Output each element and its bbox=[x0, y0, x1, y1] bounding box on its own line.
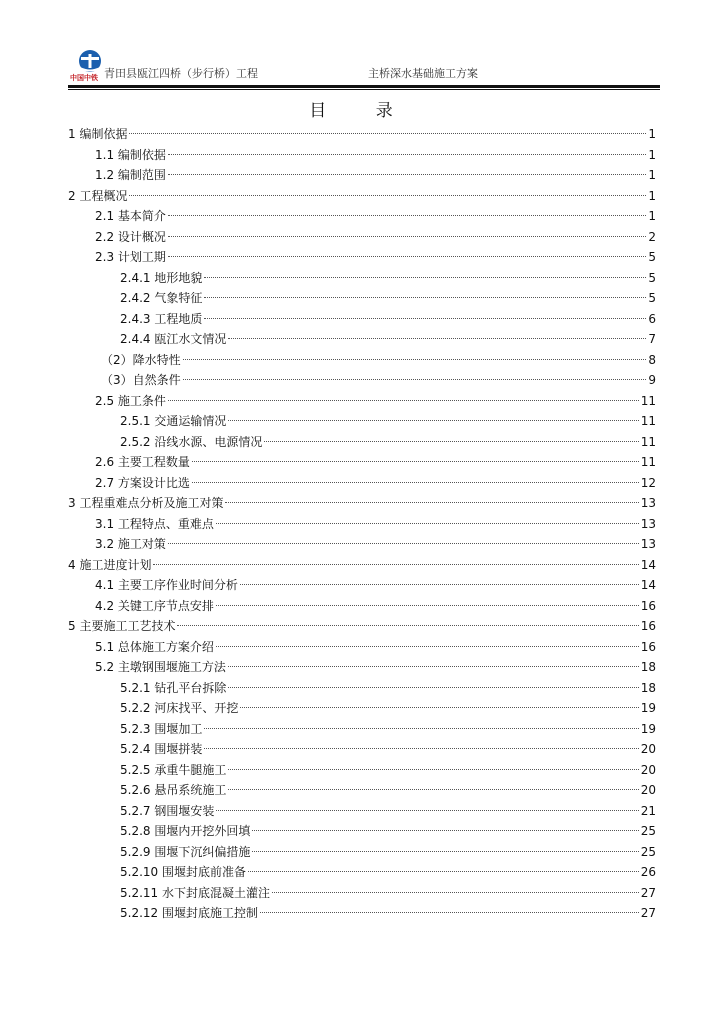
toc-entry-page: 25 bbox=[640, 844, 656, 859]
toc-entry-page: 26 bbox=[640, 865, 656, 879]
toc-entry-label: 3 工程重难点分析及施工对策 bbox=[68, 496, 224, 510]
toc-entry-page: 16 bbox=[640, 619, 656, 633]
toc-entry[interactable] bbox=[68, 575, 656, 596]
toc-entry-label: 2.2 设计概况 bbox=[95, 229, 166, 244]
toc-entry-label: 2.5.1 交通运输情况 bbox=[120, 414, 227, 428]
toc-leader-dots bbox=[183, 379, 647, 380]
toc-entry[interactable] bbox=[68, 227, 656, 248]
toc-entry-label: 1.2 编制范围 bbox=[95, 168, 166, 182]
toc-entry-label: 4 施工进度计划 bbox=[68, 557, 152, 572]
toc-entry[interactable] bbox=[68, 288, 656, 309]
toc-entry-page: 5 bbox=[648, 250, 656, 264]
toc-leader-dots bbox=[216, 810, 638, 811]
document-name: 主桥深水基础施工方案 bbox=[368, 67, 478, 80]
toc-leader-dots bbox=[168, 256, 646, 257]
toc-leader-dots bbox=[228, 338, 646, 339]
toc-entry[interactable] bbox=[68, 411, 656, 432]
toc-entry-page: 27 bbox=[640, 906, 656, 920]
page-header bbox=[68, 48, 660, 88]
toc-entry-page: 13 bbox=[640, 537, 656, 551]
toc-leader-dots bbox=[168, 236, 646, 237]
toc-entry-page: 11 bbox=[640, 393, 656, 408]
toc-entry[interactable] bbox=[68, 842, 656, 863]
project-name: 青田县瓯江四桥（步行桥）工程 bbox=[104, 67, 258, 80]
toc-entry[interactable] bbox=[68, 637, 656, 658]
toc-entry-page: 1 bbox=[648, 147, 656, 162]
toc-entry[interactable] bbox=[68, 165, 656, 186]
toc-entry-page: 11 bbox=[640, 434, 656, 449]
toc-leader-dots bbox=[204, 728, 638, 729]
toc-leader-dots bbox=[153, 564, 638, 565]
toc-leader-dots bbox=[192, 461, 639, 462]
toc-entry-label: 1 编制依据 bbox=[68, 127, 128, 141]
toc-entry[interactable] bbox=[68, 821, 656, 842]
toc-entry[interactable] bbox=[68, 883, 656, 904]
toc-entry-label: 5.2.5 承重牛腿施工 bbox=[120, 762, 227, 777]
toc-entry-page: 16 bbox=[640, 598, 656, 613]
toc-entry-label: 5.2.4 围堰拼装 bbox=[120, 742, 203, 756]
toc-entry-page: 16 bbox=[640, 639, 656, 654]
toc-entry[interactable] bbox=[68, 596, 656, 617]
toc-leader-dots bbox=[168, 154, 646, 155]
toc-entry[interactable] bbox=[68, 903, 656, 924]
toc-entry[interactable] bbox=[68, 370, 656, 391]
toc-entry[interactable] bbox=[68, 698, 656, 719]
toc-entry-label: 5.2.10 围堰封底前准备 bbox=[120, 865, 246, 879]
toc-leader-dots bbox=[168, 543, 639, 544]
toc-entry[interactable] bbox=[68, 247, 656, 268]
toc-entry[interactable] bbox=[68, 124, 656, 145]
toc-entry[interactable] bbox=[68, 309, 656, 330]
toc-entry-page: 2 bbox=[648, 229, 656, 244]
toc-entry-label: 2.4.2 气象特征 bbox=[120, 291, 203, 305]
toc-entry-label: 5.2.9 围堰下沉纠偏措施 bbox=[120, 844, 251, 859]
toc-leader-dots bbox=[204, 318, 646, 319]
toc-leader-dots bbox=[248, 871, 639, 872]
toc-entry-page: 12 bbox=[640, 475, 656, 490]
toc-entry[interactable] bbox=[68, 452, 656, 473]
toc-entry[interactable] bbox=[68, 473, 656, 494]
toc-leader-dots bbox=[228, 789, 638, 790]
toc-entry[interactable] bbox=[68, 862, 656, 883]
toc-entry-page: 18 bbox=[640, 680, 656, 695]
toc-entry-page: 14 bbox=[640, 557, 656, 572]
logo-text: 中国中铁 bbox=[70, 74, 98, 82]
toc-leader-dots bbox=[228, 769, 638, 770]
toc-entry[interactable] bbox=[68, 739, 656, 760]
toc-leader-dots bbox=[272, 892, 639, 893]
toc-leader-dots bbox=[216, 646, 639, 647]
header-rule-thin bbox=[68, 89, 660, 90]
toc-entry-page: 13 bbox=[640, 516, 656, 531]
toc-entry-page: 19 bbox=[640, 721, 656, 736]
toc-entry-label: 2.1 基本简介 bbox=[95, 209, 166, 223]
toc-entry-label: 5.2.12 围堰封底施工控制 bbox=[120, 906, 258, 920]
toc-entry-page: 6 bbox=[648, 311, 656, 326]
toc-entry-page: 18 bbox=[640, 660, 656, 674]
toc-entry[interactable] bbox=[68, 555, 656, 576]
toc-entry[interactable] bbox=[68, 268, 656, 289]
toc-entry-label: 2.6 主要工程数量 bbox=[95, 455, 190, 469]
toc-entry[interactable] bbox=[68, 206, 656, 227]
toc-entry-page: 9 bbox=[648, 373, 656, 387]
toc-entry-label: 5.2 主墩钢围堰施工方法 bbox=[95, 660, 226, 674]
toc-entry-label: 5.2.1 钻孔平台拆除 bbox=[120, 680, 227, 695]
toc-entry[interactable] bbox=[68, 186, 656, 207]
toc-leader-dots bbox=[264, 441, 638, 442]
toc-entry-label: 4.1 主要工序作业时间分析 bbox=[95, 578, 238, 592]
toc-entry-label: 2.4.3 工程地质 bbox=[120, 311, 203, 326]
toc-leader-dots bbox=[216, 605, 639, 606]
toc-leader-dots bbox=[228, 420, 638, 421]
toc-entry[interactable] bbox=[68, 801, 656, 822]
toc-title: 目 录 bbox=[309, 101, 415, 121]
toc-leader-dots bbox=[225, 502, 638, 503]
toc-entry-page: 20 bbox=[640, 742, 656, 756]
toc-entry[interactable] bbox=[68, 719, 656, 740]
toc-entry[interactable] bbox=[68, 760, 656, 781]
toc-leader-dots bbox=[192, 482, 639, 483]
toc-leader-dots bbox=[168, 174, 646, 175]
toc-entry[interactable] bbox=[68, 514, 656, 535]
toc-entry-page: 19 bbox=[640, 701, 656, 715]
toc-entry-label: 5.2.11 水下封底混凝土灌注 bbox=[120, 885, 270, 900]
toc-leader-dots bbox=[260, 912, 639, 913]
toc-entry-page: 1 bbox=[648, 209, 656, 223]
toc-entry-page: 8 bbox=[648, 352, 656, 367]
toc-entry-label: 2.4.4 瓯江水文情况 bbox=[120, 332, 227, 346]
table-of-contents bbox=[68, 124, 656, 924]
toc-entry-label: 5.1 总体施工方案介绍 bbox=[95, 639, 214, 654]
toc-entry-label: 3.1 工程特点、重难点 bbox=[95, 516, 214, 531]
toc-leader-dots bbox=[183, 359, 647, 360]
toc-entry-page: 14 bbox=[640, 578, 656, 592]
toc-entry-label: 2.5 施工条件 bbox=[95, 393, 166, 408]
toc-leader-dots bbox=[240, 584, 639, 585]
toc-entry-page: 1 bbox=[648, 127, 656, 141]
toc-entry[interactable] bbox=[68, 678, 656, 699]
toc-entry-label: 3.2 施工对策 bbox=[95, 537, 166, 551]
toc-entry-label: 4.2 关键工序节点安排 bbox=[95, 598, 214, 613]
toc-entry-label: 5.2.2 河床找平、开挖 bbox=[120, 701, 239, 715]
toc-leader-dots bbox=[216, 523, 639, 524]
toc-entry[interactable] bbox=[68, 534, 656, 555]
toc-entry[interactable] bbox=[68, 145, 656, 166]
toc-entry-page: 20 bbox=[640, 783, 656, 797]
toc-entry-label: 2.4.1 地形地貌 bbox=[120, 270, 203, 285]
toc-leader-dots bbox=[129, 133, 646, 134]
toc-leader-dots bbox=[228, 666, 639, 667]
toc-leader-dots bbox=[204, 297, 646, 298]
toc-leader-dots bbox=[204, 277, 646, 278]
header-rule bbox=[68, 85, 660, 88]
toc-entry-label: 2 工程概况 bbox=[68, 188, 128, 203]
toc-entry-page: 1 bbox=[648, 168, 656, 182]
toc-entry-label: 5.2.3 围堰加工 bbox=[120, 721, 203, 736]
toc-entry-page: 5 bbox=[648, 270, 656, 285]
toc-entry[interactable] bbox=[68, 780, 656, 801]
toc-leader-dots bbox=[168, 400, 639, 401]
toc-leader-dots bbox=[252, 851, 638, 852]
toc-entry-label: 5.2.8 围堰内开挖外回填 bbox=[120, 824, 251, 838]
toc-entry-page: 13 bbox=[640, 496, 656, 510]
toc-entry-label: （2）降水特性 bbox=[101, 352, 181, 367]
toc-entry-label: 1.1 编制依据 bbox=[95, 147, 166, 162]
toc-entry-page: 1 bbox=[648, 188, 656, 203]
toc-entry-page: 27 bbox=[640, 885, 656, 900]
toc-entry[interactable] bbox=[68, 616, 656, 637]
toc-entry-label: 5 主要施工工艺技术 bbox=[68, 619, 176, 633]
toc-leader-dots bbox=[228, 687, 638, 688]
toc-entry[interactable] bbox=[68, 493, 656, 514]
toc-entry[interactable] bbox=[68, 350, 656, 371]
toc-entry-page: 21 bbox=[640, 803, 656, 818]
toc-leader-dots bbox=[240, 707, 638, 708]
toc-leader-dots bbox=[129, 195, 646, 196]
toc-entry-page: 25 bbox=[640, 824, 656, 838]
toc-leader-dots bbox=[252, 830, 638, 831]
toc-entry-page: 11 bbox=[640, 455, 656, 469]
toc-entry[interactable] bbox=[68, 657, 656, 678]
toc-entry-label: 2.7 方案设计比选 bbox=[95, 475, 190, 490]
toc-entry-label: 5.2.6 悬吊系统施工 bbox=[120, 783, 227, 797]
toc-entry-label: （3）自然条件 bbox=[101, 373, 181, 387]
toc-entry-label: 2.5.2 沿线水源、电源情况 bbox=[120, 434, 263, 449]
toc-leader-dots bbox=[177, 625, 638, 626]
toc-entry-label: 5.2.7 钢围堰安装 bbox=[120, 803, 215, 818]
toc-entry-page: 11 bbox=[640, 414, 656, 428]
toc-entry-page: 5 bbox=[648, 291, 656, 305]
toc-leader-dots bbox=[168, 215, 646, 216]
toc-entry-page: 20 bbox=[640, 762, 656, 777]
toc-entry-page: 7 bbox=[648, 332, 656, 346]
toc-entry[interactable] bbox=[68, 391, 656, 412]
toc-entry[interactable] bbox=[68, 329, 656, 350]
toc-entry[interactable] bbox=[68, 432, 656, 453]
toc-entry-label: 2.3 计划工期 bbox=[95, 250, 166, 264]
toc-leader-dots bbox=[204, 748, 638, 749]
